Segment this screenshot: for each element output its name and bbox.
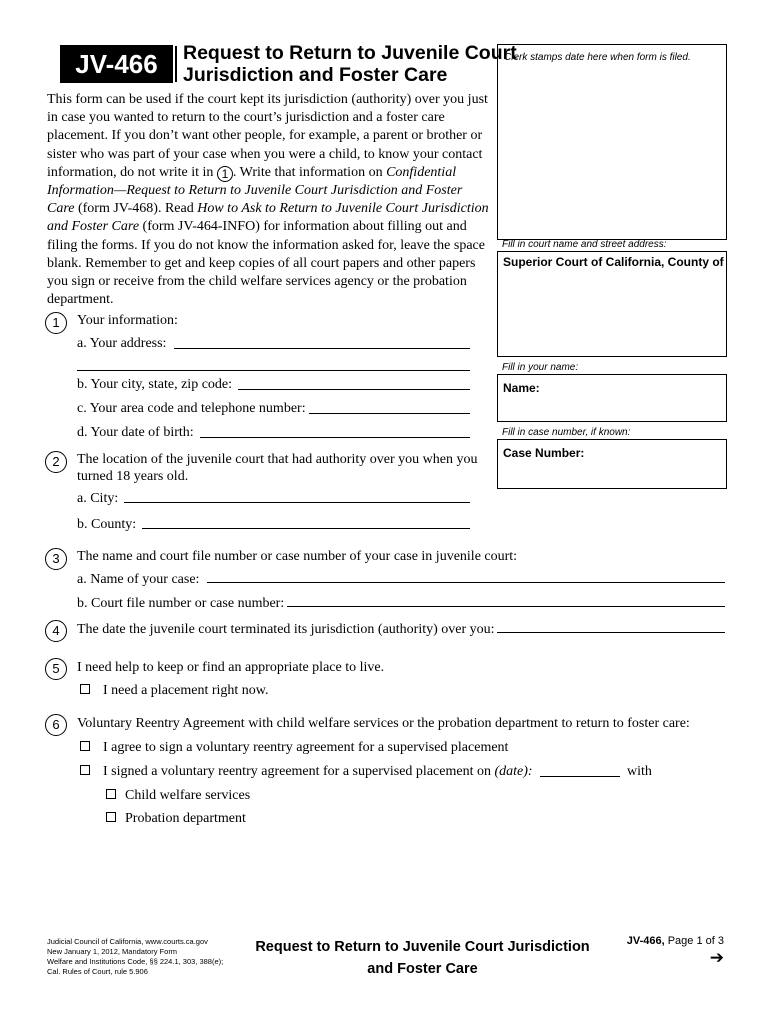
- date-label: (date):: [494, 764, 533, 779]
- name-box[interactable]: [497, 374, 727, 422]
- termination-date-field[interactable]: [497, 632, 725, 633]
- case-box-caption: Fill in case number, if known:: [502, 427, 631, 438]
- court-box-label: Superior Court of California, County of: [503, 255, 724, 269]
- title-line-1: Request to Return to Juvenile Court: [183, 42, 517, 64]
- address-field-line-2[interactable]: [77, 370, 470, 371]
- agree-to-sign-checkbox[interactable]: [80, 741, 90, 751]
- section-3-number: 3: [45, 548, 67, 570]
- address-field[interactable]: [174, 348, 470, 349]
- section-5-title: I need help to keep or find an appropriate place to live.: [77, 660, 385, 675]
- footer-title-line-2: and Foster Care: [367, 961, 478, 977]
- court-name-box[interactable]: [497, 251, 727, 357]
- title-line-2: Jurisdiction and Foster Care: [183, 64, 448, 86]
- section-5-number: 5: [45, 658, 67, 680]
- city-field[interactable]: [124, 502, 470, 503]
- agree-to-sign-label: I agree to sign a voluntary reentry agreement for a supervised placement: [103, 740, 509, 755]
- section-2-number: 2: [45, 451, 67, 473]
- section-6-number: 6: [45, 714, 67, 736]
- name-box-label: Name:: [503, 381, 540, 395]
- signed-agreement-text: I signed a voluntary reentry agreement for a supervised placement on: [103, 764, 491, 779]
- title-divider: [175, 46, 177, 82]
- intro-text-2: . Write that information on: [232, 164, 383, 180]
- ref-form-jv468: Confidential Information—Request to Return to Juvenile Court Jurisdiction and Foster Care: [47, 164, 463, 217]
- placement-now-label: I need a placement right now.: [103, 683, 269, 698]
- section-1-number: 1: [45, 312, 67, 334]
- phone-field[interactable]: [309, 413, 470, 414]
- footer-line-1: Judicial Council of California, www.courts.ca.gov: [47, 937, 208, 946]
- city-label: a. City:: [77, 491, 119, 506]
- birth-date-field[interactable]: [200, 437, 470, 438]
- court-file-number-label: b. Court file number or case number:: [77, 596, 285, 611]
- section-1-title: Your information:: [77, 313, 178, 328]
- with-label: with: [627, 764, 652, 779]
- page-indicator: [620, 935, 724, 967]
- clerk-stamp-box[interactable]: [497, 44, 727, 240]
- footer-line-3: Welfare and Institutions Code, §§ 224.1, 303, 388(e);: [47, 957, 224, 966]
- section-2-title-line-2: turned 18 years old.: [77, 469, 189, 484]
- page-number: Page 1 of 3: [667, 935, 724, 947]
- clerk-stamp-label: Clerk stamps date here when form is filed.: [504, 52, 691, 63]
- footer-line-4: Cal. Rules of Court, rule 5.906: [47, 967, 148, 976]
- footer-title-line-1: Request to Return to Juvenile Court Jurisdiction: [255, 939, 590, 955]
- case-box-label: Case Number:: [503, 446, 585, 460]
- footer-line-2: New January 1, 2012, Mandatory Form: [47, 947, 178, 956]
- address-label: a. Your address:: [77, 336, 167, 351]
- child-welfare-label: Child welfare services: [125, 788, 251, 803]
- footer-form-ref: JV-466,: [626, 935, 665, 947]
- section-6-title: Voluntary Reentry Agreement with child welfare services or the probation department to return to foster care:: [77, 716, 690, 731]
- case-number-box[interactable]: [497, 439, 727, 489]
- intro-text-4: (form JV-464-INFO) for information about filling out and filing the forms. If you do not know the information asked for, leave the space blank. Remember to get and keep copies of all court papers and other papers you sign or receive from the child welfare services agency or the probation department.: [47, 219, 485, 308]
- ref-form-jv464-info: How to Ask to Return to Juvenile Court Jurisdiction and Foster Care: [47, 201, 489, 235]
- intro-paragraph: [47, 91, 492, 309]
- signed-agreement-label: [103, 763, 533, 781]
- section-3-title: The name and court file number or case number of your case in juvenile court:: [77, 549, 518, 564]
- city-state-zip-label: b. Your city, state, zip code:: [77, 377, 233, 392]
- footer-title: [230, 936, 615, 980]
- section-2-title-line-1: The location of the juvenile court that had authority over you when you: [77, 452, 478, 467]
- form-number-badge: JV-466: [60, 45, 173, 83]
- placement-now-checkbox[interactable]: [80, 684, 90, 694]
- probation-checkbox[interactable]: [106, 812, 116, 822]
- case-name-field[interactable]: [207, 582, 725, 583]
- county-field[interactable]: [142, 528, 470, 529]
- probation-label: Probation department: [125, 811, 246, 826]
- child-welfare-checkbox[interactable]: [106, 789, 116, 799]
- page-title: [183, 42, 517, 86]
- footer-legal: [47, 937, 223, 977]
- section-4-title: The date the juvenile court terminated its jurisdiction (authority) over you:: [77, 622, 495, 637]
- signed-date-field[interactable]: [540, 776, 620, 777]
- city-state-zip-field[interactable]: [238, 389, 470, 390]
- intro-text-3: (form JV-468). Read: [74, 201, 194, 217]
- phone-label: c. Your area code and telephone number:: [77, 401, 306, 416]
- intro-text-1: This form can be used if the court kept its jurisdiction (authority) over you just in case you wanted to return to the court’s jurisdiction and a foster care placement. If you don’t want other people, for example, a parent or brother or sister who was part of your case when you were a child, to know your contact information, do not write it in: [47, 92, 488, 180]
- birth-date-label: d. Your date of birth:: [77, 425, 194, 440]
- signed-agreement-checkbox[interactable]: [80, 765, 90, 775]
- ref-circle-1: 1: [217, 166, 233, 182]
- county-label: b. County:: [77, 517, 137, 532]
- court-box-caption: Fill in court name and street address:: [502, 239, 667, 250]
- next-page-arrow-icon[interactable]: ➔: [709, 948, 724, 967]
- name-box-caption: Fill in your name:: [502, 362, 579, 373]
- case-name-label: a. Name of your case:: [77, 572, 200, 587]
- court-file-number-field[interactable]: [287, 606, 725, 607]
- section-4-number: 4: [45, 620, 67, 642]
